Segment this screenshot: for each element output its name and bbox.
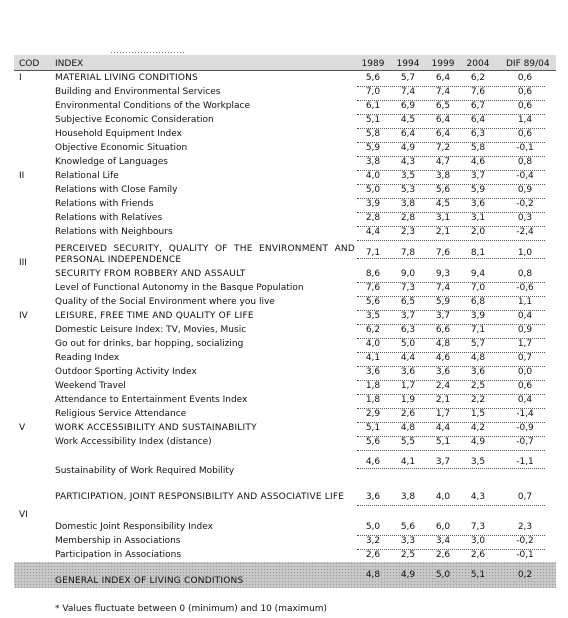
row-value: 3,8 [435,171,451,181]
row-label: Subjective Economic Consideration [55,115,214,125]
row-label: Quality of the Social Environment where you live [55,297,275,307]
row-value: 7,4 [435,283,451,293]
row-value: 2,8 [400,213,416,223]
row-value: 2,0 [470,227,486,237]
row-value: 6,1 [365,101,381,111]
row-value: 7,6 [365,283,381,293]
row-value: -1,1 [516,457,534,467]
row-value: -0,2 [516,536,534,546]
row-value: 1,8 [365,395,381,405]
value-separator-rule [357,394,545,395]
row-value: 2,6 [435,550,451,560]
row-value: 7,0 [470,283,486,293]
row-label: Objective Economic Situation [55,143,188,153]
row-code: V [19,423,26,433]
row-value: 5,8 [365,129,381,139]
row-code: I [19,73,22,83]
row-value: 7,8 [400,248,416,258]
row-value: 6,4 [435,73,451,83]
row-value: 3,5 [365,311,381,321]
row-value: 0,6 [517,129,533,139]
row-value: 5,7 [400,73,416,83]
row-value: 5,1 [435,437,451,447]
row-value: 5,1 [365,423,381,433]
total-value: 5,1 [470,570,486,580]
row-value: 1,7 [517,339,533,349]
row-value: 5,5 [400,437,416,447]
row-value: 1,5 [470,409,486,419]
row-value: 4,5 [435,199,451,209]
total-value: 5,0 [435,570,451,580]
row-value: 6,9 [400,101,416,111]
row-value: 4,4 [435,423,451,433]
row-value: 4,8 [435,339,451,349]
row-value: 6,4 [470,115,486,125]
row-value: 4,1 [365,353,381,363]
row-label: Domestic Joint Responsibility Index [55,522,213,532]
row-value: 3,6 [470,199,486,209]
row-value: 7,0 [365,87,381,97]
header-dif: DIF 89/04 [506,59,550,69]
row-value: 4,1 [400,457,416,467]
row-label: Knowledge of Languages [55,157,168,167]
row-value: 0,6 [517,381,533,391]
row-value: 4,0 [365,171,381,181]
row-value: 3,1 [470,213,486,223]
row-value: 7,1 [365,248,381,258]
row-value: 4,0 [435,492,451,502]
row-value: 1,1 [517,297,533,307]
row-value: 6,7 [470,101,486,111]
row-value: 3,0 [470,536,486,546]
value-separator-rule [357,86,545,87]
row-value: 3,8 [365,157,381,167]
row-value: 4,6 [470,157,486,167]
value-separator-rule [357,240,545,241]
row-value: 3,1 [435,213,451,223]
row-value: 5,9 [470,185,486,195]
row-value: 6,2 [470,73,486,83]
row-value: 0,0 [517,367,533,377]
row-value: 7,4 [435,87,451,97]
row-code: II [19,171,25,181]
row-code: VI [19,510,28,520]
row-value: 2,6 [400,409,416,419]
row-value: 0,4 [517,395,533,405]
row-value: 6,4 [435,115,451,125]
value-separator-rule [357,380,545,381]
row-value: 3,7 [435,457,451,467]
row-value: 6,8 [470,297,486,307]
row-value: 5,8 [470,143,486,153]
row-value: 5,3 [400,185,416,195]
row-label: Environmental Conditions of the Workplace [55,101,251,111]
row-value: 6,5 [435,101,451,111]
row-value: 7,3 [470,522,486,532]
row-value: 4,9 [470,437,486,447]
row-value: 0,6 [517,87,533,97]
row-value: 0,3 [517,213,533,223]
row-value: 4,8 [470,353,486,363]
value-separator-rule [357,310,545,311]
row-label: MATERIAL LIVING CONDITIONS [55,73,198,83]
value-separator-rule [357,338,545,339]
row-value: 4,9 [400,143,416,153]
row-label: SECURITY FROM ROBBERY AND ASSAULT [55,269,246,279]
row-value: 2,3 [517,522,533,532]
value-separator-rule [357,408,545,409]
row-value: 4,2 [470,423,486,433]
row-value: 4,3 [470,492,486,502]
row-value: 5,6 [435,185,451,195]
value-separator-rule [357,436,545,437]
row-label: LEISURE, FREE TIME AND QUALITY OF LIFE [55,311,254,321]
row-value: 5,0 [365,522,381,532]
row-value: 3,7 [400,311,416,321]
header-year-1989: 1989 [361,59,385,69]
header-cod: COD [19,59,40,69]
value-separator-rule [357,468,545,469]
value-separator-rule [357,142,545,143]
value-separator-rule [357,226,545,227]
row-value: 4,6 [435,353,451,363]
row-value: 6,3 [400,325,416,335]
row-value: 2,3 [400,227,416,237]
value-separator-rule [357,505,545,506]
row-value: -0,1 [516,143,534,153]
row-value: 2,5 [400,550,416,560]
row-value: 3,6 [470,367,486,377]
row-value: 5,0 [400,339,416,349]
row-value: 2,2 [470,395,486,405]
row-label: WORK ACCESSIBILITY AND SUSTAINABILITY [55,423,257,433]
row-value: 6,3 [470,129,486,139]
row-value: 0,7 [517,353,533,363]
row-value: 8,1 [470,248,486,258]
row-value: 3,5 [400,171,416,181]
row-value: 9,4 [470,269,486,279]
row-value: 3,6 [435,367,451,377]
row-value: 0,8 [517,269,533,279]
row-value: 6,4 [435,129,451,139]
row-value: 6,6 [435,325,451,335]
row-value: 4,6 [365,457,381,467]
row-value: -1,4 [516,409,534,419]
row-label: Membership in Associations [55,536,181,546]
row-value: 5,9 [435,297,451,307]
total-label: GENERAL INDEX OF LIVING CONDITIONS [55,576,244,586]
row-value: 1,7 [435,409,451,419]
row-label: Relations with Close Family [55,185,178,195]
row-value: 5,9 [365,143,381,153]
row-value: 0,9 [517,325,533,335]
row-value: 5,1 [365,115,381,125]
row-code: III [19,258,27,268]
row-value: 3,2 [365,536,381,546]
row-value: 4,4 [365,227,381,237]
row-value: 3,9 [365,199,381,209]
value-separator-rule [357,100,545,101]
row-label: Religious Service Attendance [55,409,187,419]
row-code: IV [19,311,28,321]
row-value: 4,0 [365,339,381,349]
row-value: 3,6 [365,367,381,377]
value-separator-rule [357,549,545,550]
row-value: 6,4 [400,129,416,139]
row-label: Sustainability of Work Required Mobility [55,466,235,476]
row-label: Reading Index [55,353,120,363]
row-value: 2,8 [365,213,381,223]
value-separator-rule [357,535,545,536]
row-value: 2,6 [365,550,381,560]
header-year-1994: 1994 [396,59,420,69]
row-value: 5,7 [470,339,486,349]
row-value: 5,6 [365,437,381,447]
row-value: 4,8 [400,423,416,433]
value-separator-rule [357,258,545,259]
row-label: PARTICIPATION, JOINT RESPONSIBILITY AND ASSOCIATIVE LIFE [55,492,345,502]
row-value: -0,4 [516,171,534,181]
row-value: 7,2 [435,143,451,153]
row-value: -0,2 [516,199,534,209]
row-value: 5,6 [365,73,381,83]
row-label: Work Accessibility Index (distance) [55,437,212,447]
value-separator-rule [357,450,545,451]
row-value: 3,7 [435,311,451,321]
row-value: 3,4 [435,536,451,546]
row-value: 3,9 [470,311,486,321]
row-label: Attendance to Entertainment Events Index [55,395,248,405]
row-label: Relations with Friends [55,199,154,209]
row-value: 3,6 [365,492,381,502]
row-value: 0,4 [517,311,533,321]
row-value: 2,1 [435,395,451,405]
row-value: 4,3 [400,157,416,167]
value-separator-rule [357,170,545,171]
row-label: Relations with Neighbours [55,227,173,237]
row-value: 8,6 [365,269,381,279]
row-label: Weekend Travel [55,381,126,391]
row-value: 3,5 [470,457,486,467]
row-label: Level of Functional Autonomy in the Basque Population [55,283,304,293]
value-separator-rule [357,282,545,283]
row-value: 0,6 [517,101,533,111]
row-value: -0,7 [516,437,534,447]
value-separator-rule [357,212,545,213]
row-value: 5,6 [400,522,416,532]
row-value: 0,6 [517,73,533,83]
row-label: Relational Life [55,171,119,181]
row-value: 2,9 [365,409,381,419]
row-value: 9,0 [400,269,416,279]
row-value: 4,5 [400,115,416,125]
row-value: 7,6 [470,87,486,97]
row-label: Outdoor Sporting Activity Index [55,367,197,377]
row-label: PERCEIVED SECURITY, QUALITY OF THE ENVIRONMENT AND PERSONAL INDEPENDENCE [55,244,355,265]
row-value: 9,3 [435,269,451,279]
row-value: 2,6 [470,550,486,560]
row-label: Building and Environmental Services [55,87,221,97]
value-separator-rule [357,352,545,353]
row-value: 3,6 [400,367,416,377]
row-value: 1,0 [517,248,533,258]
footnote: * Values fluctuate between 0 (minimum) and 10 (maximum) [55,604,328,614]
row-value: -0,6 [516,283,534,293]
row-value: 1,4 [517,115,533,125]
row-label: Participation in Associations [55,550,182,560]
header-index: INDEX [55,59,84,69]
row-value: -0,1 [516,550,534,560]
row-value: 1,8 [365,381,381,391]
value-separator-rule [357,324,545,325]
row-label: Go out for drinks, bar hopping, socializing [55,339,244,349]
header-year-1999: 1999 [431,59,455,69]
row-value: 6,2 [365,325,381,335]
row-value: 6,0 [435,522,451,532]
row-value: 3,7 [470,171,486,181]
row-value: 3,8 [400,199,416,209]
row-value: 2,4 [435,381,451,391]
value-separator-rule [357,128,545,129]
row-value: 1,9 [400,395,416,405]
value-separator-rule [357,366,545,367]
row-value: 7,6 [435,248,451,258]
row-label: Domestic Leisure Index: TV, Movies, Music [55,325,247,335]
row-value: 3,8 [400,492,416,502]
total-value: 0,2 [517,570,533,580]
row-value: 0,7 [517,492,533,502]
total-value: 4,8 [365,570,381,580]
row-value: -2,4 [516,227,534,237]
row-value: 2,5 [470,381,486,391]
row-value: 0,9 [517,185,533,195]
row-value: 5,0 [365,185,381,195]
row-value: 7,1 [470,325,486,335]
row-value: 1,7 [400,381,416,391]
row-label: Relations with Relatives [55,213,163,223]
row-value: 2,1 [435,227,451,237]
row-value: 7,4 [400,87,416,97]
header-year-2004: 2004 [466,59,490,69]
row-value: 4,4 [400,353,416,363]
value-separator-rule [357,156,545,157]
row-value: 3,3 [400,536,416,546]
value-separator-rule [357,114,545,115]
value-separator-rule [357,198,545,199]
row-value: 6,5 [400,297,416,307]
row-value: -0,9 [516,423,534,433]
row-value: 4,7 [435,157,451,167]
row-value: 0,8 [517,157,533,167]
value-separator-rule [357,296,545,297]
value-separator-rule [357,422,545,423]
row-value: 5,6 [365,297,381,307]
row-value: 7,3 [400,283,416,293]
value-separator-rule [357,184,545,185]
total-value: 4,9 [400,570,416,580]
row-label: Household Equipment Index [55,129,182,139]
